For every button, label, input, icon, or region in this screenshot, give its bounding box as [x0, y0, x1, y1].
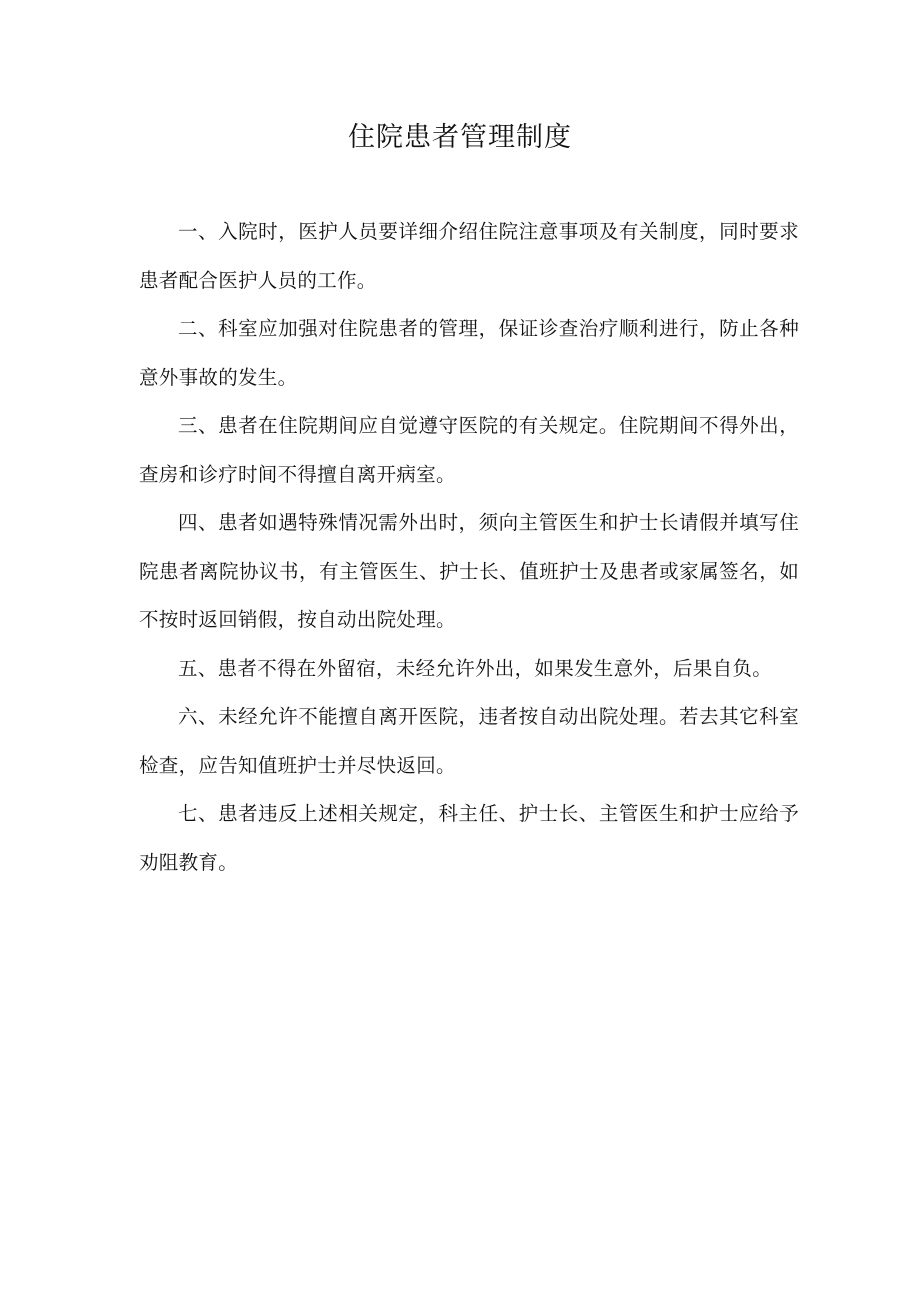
paragraph-1: 一、入院时，医护人员要详细介绍住院注意事项及有关制度，同时要求患者配合医护人员的工作。 — [139, 220, 799, 292]
document-body — [139, 208, 799, 887]
paragraph-5: 五、患者不得在外留宿，未经允许外出，如果发生意外，后果自负。 — [178, 656, 773, 680]
paragraph-7: 七、患者违反上述相关规定，科主任、护士长、主管医生和护士应给予劝阻教育。 — [139, 802, 799, 874]
paragraph-2: 二、科室应加强对住院患者的管理，保证诊查治疗顺利进行，防止各种意外事故的发生。 — [139, 317, 799, 389]
paragraph-4: 四、患者如遇特殊情况需外出时，须向主管医生和护士长请假并填写住院患者离院协议书，有主管医生、护士长、值班护士及患者或家属签名，如不按时返回销假，按自动出院处理。 — [139, 511, 799, 631]
paragraph-3: 三、患者在住院期间应自觉遵守医院的有关规定。住院期间不得外出，查房和诊疗时间不得擅自离开病室。 — [139, 414, 799, 486]
paragraph-6: 六、未经允许不能擅自离开医院，违者按自动出院处理。若去其它科室检查，应告知值班护士并尽快返回。 — [139, 705, 799, 777]
document-title: 住院患者管理制度 — [348, 122, 572, 153]
